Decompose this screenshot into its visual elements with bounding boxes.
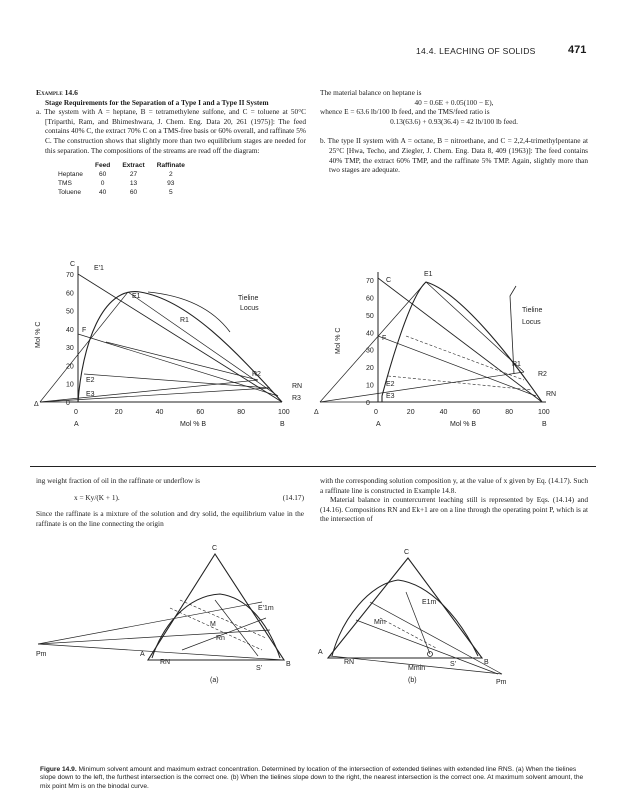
tieline-dashed [180, 600, 266, 638]
chart-label: R2 [538, 371, 547, 378]
x-tick-labels [74, 409, 290, 416]
diagram-label: E1m [422, 599, 437, 606]
table-cell: 0 [100, 180, 105, 188]
balance-intro: The material balance on heptane is [320, 88, 422, 97]
figure-label: Figure 14.9. [40, 766, 77, 773]
equation-text: x = Ky/(K + 1). [74, 492, 120, 502]
figure-caption [40, 766, 586, 791]
tieline [106, 342, 258, 380]
diagram-label: Mm [374, 619, 386, 626]
chart-label: E1 [132, 293, 141, 300]
example-title: Example 14.6 [36, 88, 78, 97]
tieline [426, 282, 524, 372]
delta-label: Δ [314, 409, 319, 416]
example-column-right [320, 88, 588, 175]
diagram-caption-label: (a) [210, 677, 219, 684]
chart-label: RN [546, 391, 557, 398]
x-tick-label: 60 [196, 409, 205, 416]
x-axis-label: Mol % B [180, 421, 207, 428]
diagram-label: A [140, 651, 145, 658]
right-corner-label: B [280, 421, 285, 428]
chart-label: E3 [86, 391, 95, 398]
composition-table [36, 161, 191, 197]
section-divider [30, 466, 596, 467]
diagram-label: S' [450, 661, 457, 668]
tieline [182, 618, 266, 650]
binodal-curve [152, 594, 280, 658]
table-header: Extract [122, 162, 145, 170]
triangle-hypotenuse [378, 278, 542, 402]
y-tick-label: 70 [66, 272, 74, 279]
table-cell: TMS [58, 180, 72, 188]
x-tick-label: 40 [155, 409, 164, 416]
diagram-label: B [286, 661, 291, 668]
chart-label: E1 [424, 271, 433, 278]
body-paragraph: Since the raffinate is a mixture of the solution and dry solid, the equilibrium value in the raffinate is on the line connecting the origin [36, 509, 304, 528]
x-tick-label: 80 [237, 409, 245, 416]
y-tick-labels [66, 272, 74, 407]
chart-label: F [382, 335, 387, 342]
equation-14-17 [36, 493, 304, 503]
y-tick-label: 0 [366, 400, 370, 407]
table-header: Raffinate [156, 162, 185, 170]
left-ternary-chart [30, 256, 312, 460]
example-part-b: b. The type II system with A = octane, B = nitroethane, and C = 2,2,4-trimethylpentane at 25°C [Hwa, Techo, and Ziegler, J. Chem. Eng. Data 8, 409 (1963)]: The feed contains 40% TMP, the extract 60% TMP, and the raffinate 5% TMP. Again, slightly more than two stages are adequate. [320, 136, 588, 175]
example-column-left [36, 88, 306, 197]
diagram-label: A [318, 649, 323, 656]
figure-caption-text: Minimum solvent amount and maximum extract concentration. Determined by location of the intersection of extended tielines with extended line RNS. (a) When the tielines slope down to the left, the furthest intersection is the correct one. (b) When the tielines slope down to the right, the nearest intersection is the correct one. At maximum solvent amount, the mix point Mm is on the binodal curve. [40, 766, 584, 790]
diagram-label: Pm [36, 651, 47, 658]
table-cell: 5 [168, 189, 173, 197]
y-tick-label: 20 [66, 363, 74, 371]
y-tick-label: 70 [366, 278, 374, 285]
top-corner-label: C [70, 261, 76, 268]
y-tick-label: 30 [66, 345, 74, 353]
diagram-a [30, 538, 320, 760]
table-header: Feed [94, 162, 111, 170]
top-corner-label: C [386, 277, 392, 284]
x-tick-label: 40 [439, 409, 448, 416]
table-cell: Heptane [58, 171, 83, 179]
x-tick-label: 0 [374, 409, 378, 416]
tieline-dashed [406, 336, 524, 380]
body-paragraph: Material balance in countercurrent leaching still is represented by Eqs. (14.14) and (14.16). Compositions RN and Ek+1 are on a line through the operating point P, which is at the intersection of [320, 495, 588, 524]
chart-label: Tieline [522, 307, 543, 314]
y-tick-label: 50 [366, 312, 374, 320]
whence-text: whence E = 63.6 lb/100 lb feed, and the TMS/feed ratio is [320, 107, 490, 117]
diagram-caption-label: (b) [408, 677, 417, 684]
chart-label: R3 [292, 395, 301, 402]
x-tick-label: 80 [505, 409, 513, 416]
example-part-a: a. The system with A = heptane, B = tetramethylene sulfone, and C = toluene at 50°C [Triparthi, Ram, and Bhimeshwara, J. Chem. Eng. Data 20, 261 (1975)]: The feed contains 40% C, the extract 70% C on a TMS-free basis or 60% overall, and raffinate 5% C. The construction shows that slightly more than two equilibrium stages are needed for this separation. The compositions of the streams are read off the diagram: [36, 107, 306, 155]
table-cell: 2 [168, 171, 173, 179]
extended-line-rns [38, 644, 284, 660]
table-cell: 27 [129, 171, 138, 179]
chart-label: Locus [240, 305, 259, 312]
table-cell: 40 [98, 189, 107, 197]
table-cell: 13 [129, 180, 138, 188]
diagram-label: S' [256, 665, 263, 672]
y-tick-label: 30 [366, 347, 374, 355]
diagram-label: C [404, 549, 410, 556]
chart-label: R1 [180, 317, 189, 324]
triangle-hypotenuse [78, 274, 282, 402]
body-column-right [320, 476, 588, 524]
chart-label: R1 [512, 361, 521, 368]
chart-label: E2 [86, 377, 95, 384]
mix-line [215, 600, 258, 656]
left-corner-label: A [376, 421, 381, 428]
diagram-label: Mmin [408, 665, 426, 672]
chart-label: Locus [522, 319, 541, 326]
extended-tieline [370, 602, 502, 674]
chart-label: RN [292, 383, 303, 390]
y-tick-label: 50 [66, 308, 74, 316]
x-axis-label: Mol % B [450, 421, 477, 428]
example-subtitle: Stage Requirements for the Separation of a Type I and a Type II System [45, 97, 269, 107]
ratio-equation: 0.13(63.6) + 0.93(36.4) = 42 lb/100 lb feed. [390, 116, 518, 126]
y-tick-label: 60 [366, 295, 374, 303]
right-corner-label: B [542, 421, 547, 428]
x-tick-label: 20 [114, 409, 123, 416]
x-tick-label: 0 [74, 409, 78, 416]
body-column-left [36, 476, 304, 528]
left-corner-label: A [74, 421, 79, 428]
binodal-curve [332, 580, 478, 656]
running-header: 14.4. LEACHING OF SOLIDS [416, 46, 536, 56]
y-axis-label: Mol % C [35, 321, 42, 348]
y-tick-label: 0 [66, 400, 70, 407]
table-row [36, 188, 191, 197]
table-row [36, 170, 191, 179]
x-tick-labels [374, 409, 550, 416]
ternary-triangle [328, 558, 482, 658]
y-tick-label: 10 [366, 382, 374, 390]
diagram-label: E'1m [258, 605, 274, 612]
x-tick-label: 100 [538, 409, 550, 416]
x-tick-label: 20 [406, 409, 415, 416]
extended-tieline [38, 630, 270, 644]
table-row [36, 179, 191, 188]
body-paragraph: with the corresponding solution composition y, at the value of x given by Eq. (14.17). Such a raffinate line is constructed in Example 14.8. [320, 476, 588, 495]
y-tick-label: 40 [66, 326, 74, 334]
operating-line [40, 292, 128, 402]
y-tick-label: 60 [66, 290, 74, 298]
x-tick-label: 60 [472, 409, 481, 416]
diagram-label: C [212, 545, 218, 552]
diagram-label: RN [344, 659, 355, 666]
y-tick-label: 40 [366, 330, 374, 338]
x-tick-label: 100 [278, 409, 290, 416]
table-cell: 60 [129, 189, 138, 197]
chart-label: F [82, 327, 87, 334]
diagram-label: B [484, 659, 489, 666]
right-ternary-chart [310, 256, 600, 460]
table-cell: 93 [167, 180, 175, 188]
balance-equation: 40 = 0.6E + 0.05(100 − E), [414, 97, 494, 107]
table-header-row [36, 161, 191, 170]
diagram-label: M [210, 621, 216, 628]
chart-label: E3 [386, 393, 395, 400]
chart-label: E'1 [94, 265, 104, 272]
table-header [36, 161, 89, 170]
chart-label: E2 [386, 381, 395, 388]
table-cell: Toluene [58, 189, 82, 197]
page-number: 471 [568, 44, 587, 56]
diagram-label: Pm [496, 679, 507, 686]
extended-tieline [38, 602, 262, 644]
body-intro: ing weight fraction of oil in the raffinate or underflow is [36, 476, 200, 485]
y-tick-label: 10 [66, 381, 74, 389]
chart-label: R2 [252, 371, 261, 378]
chart-label: Tieline [238, 295, 259, 302]
diagram-b [310, 538, 600, 760]
operating-line [320, 372, 524, 402]
delta-label: Δ [34, 401, 39, 408]
diagram-label: Rn [216, 635, 225, 642]
equation-number: (14.17) [282, 492, 304, 502]
table-cell: 60 [98, 171, 107, 179]
y-tick-label: 20 [366, 365, 374, 373]
diagram-label: RN [160, 659, 171, 666]
y-axis-label: Mol % C [335, 327, 342, 354]
